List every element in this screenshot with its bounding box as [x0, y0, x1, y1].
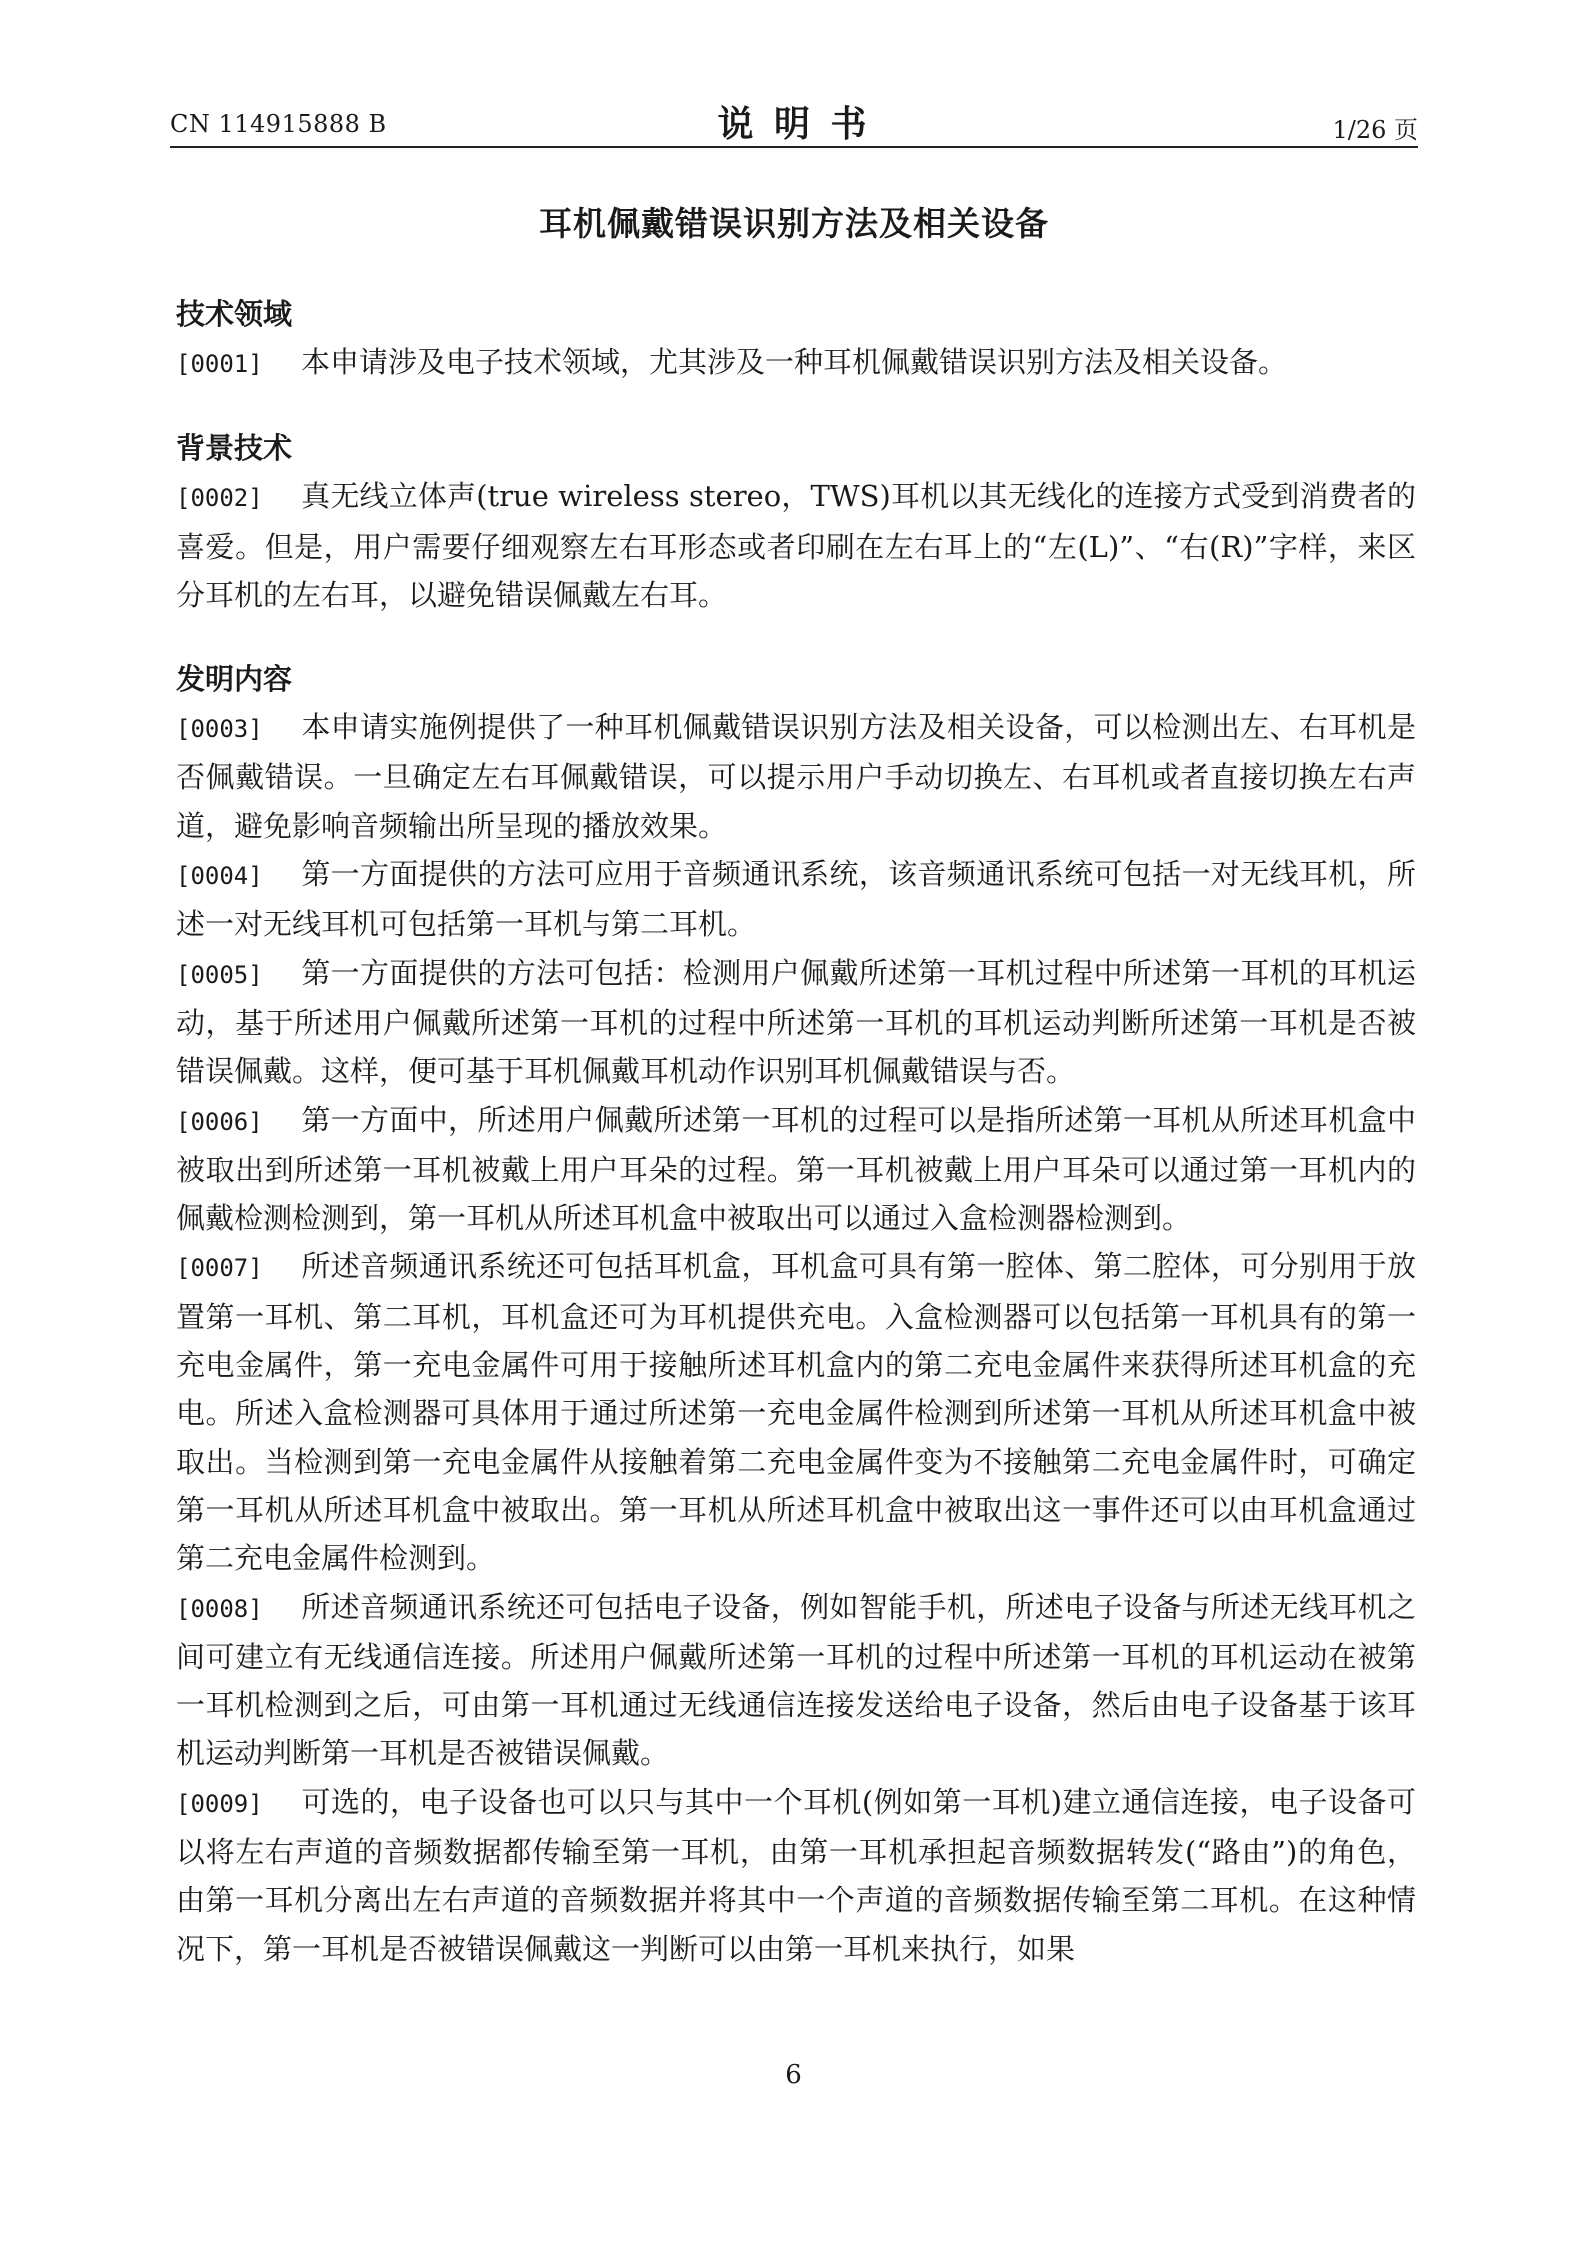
paragraph [176, 1242, 1416, 1582]
paragraph-text: 第一方面中，所述用户佩戴所述第一耳机的过程可以是指所述第一耳机从所述耳机盒中被取出到所述第一耳机被戴上用户耳朵的过程。第一耳机被戴上用户耳朵可以通过第一耳机内的佩戴检测检测到，第一耳机从所述耳机盒中被取出可以通过入盒检测器检测到。 [176, 1102, 1416, 1236]
paragraph [176, 850, 1416, 949]
paragraph [176, 703, 1416, 850]
paragraph-number: [0004] [176, 862, 263, 891]
patent-number: CN 114915888 B [170, 110, 387, 138]
paragraph-text: 第一方面提供的方法可包括：检测用户佩戴所述第一耳机过程中所述第一耳机的耳机运动，基于所述用户佩戴所述第一耳机的过程中所述第一耳机的耳机运动判断所述第一耳机是否被错误佩戴。这样，便可基于耳机佩戴耳机动作识别耳机佩戴错误与否。 [176, 955, 1416, 1089]
document-type: 说 明 书 [717, 104, 871, 145]
document-body [176, 290, 1416, 2009]
paragraph [176, 472, 1416, 619]
section-heading: 技术领域 [176, 297, 293, 331]
paragraph [176, 1583, 1416, 1778]
paragraph-text: 可选的，电子设备也可以只与其中一个耳机(例如第一耳机)建立通信连接，电子设备可以将左右声道的音频数据都传输至第一耳机，由第一耳机承担起音频数据转发(“路由”)的角色，由第一耳机分离出左右声道的音频数据并将其中一个声道的音频数据传输至第二耳机。在这种情况下，第一耳机是否被错误佩戴这一判断可以由第一耳机来执行，如果 [176, 1784, 1416, 1966]
paragraph-number: [0005] [176, 960, 263, 989]
paragraph-number: [0006] [176, 1107, 263, 1136]
paragraph-number: [0002] [176, 484, 263, 513]
paragraph-text: 第一方面提供的方法可应用于音频通讯系统，该音频通讯系统可包括一对无线耳机，所述一对无线耳机可包括第一耳机与第二耳机。 [176, 857, 1416, 942]
paragraph-text: 本申请涉及电子技术领域，尤其涉及一种耳机佩戴错误识别方法及相关设备。 [301, 345, 1288, 379]
section-technical-field [176, 290, 1416, 388]
page-header [170, 96, 1418, 146]
section-heading: 发明内容 [176, 662, 293, 697]
paragraph-text: 所述音频通讯系统还可包括电子设备，例如智能手机，所述电子设备与所述无线耳机之间可建立有无线通信连接。所述用户佩戴所述第一耳机的过程中所述第一耳机的耳机运动在被第一耳机检测到之后，可由第一耳机通过无线通信连接发送给电子设备，然后由电子设备基于该耳机运动判断第一耳机是否被错误佩戴。 [176, 1589, 1416, 1771]
paragraph-text: 所述音频通讯系统还可包括耳机盒，耳机盒可具有第一腔体、第二腔体，可分别用于放置第一耳机、第二耳机，耳机盒还可为耳机提供充电。入盒检测器可以包括第一耳机具有的第一充电金属件，第一充电金属件可用于接触所述耳机盒内的第二充电金属件来获得所述耳机盒的充电。所述入盒检测器可具体用于通过所述第一充电金属件检测到所述第一耳机从所述耳机盒中被取出。当检测到第一充电金属件从接触着第二充电金属件变为不接触第二充电金属件时，可确定第一耳机从所述耳机盒中被取出。第一耳机从所述耳机盒中被取出这一事件还可以由耳机盒通过第二充电金属件检测到。 [176, 1249, 1416, 1576]
section-background [176, 424, 1416, 619]
section-summary [176, 655, 1416, 1973]
paragraph [176, 1096, 1416, 1243]
paragraph [176, 338, 1416, 388]
page-count: 1/26 页 [1332, 116, 1418, 144]
header-divider [170, 146, 1418, 148]
paragraph-number: [0003] [176, 715, 263, 744]
page-number: 6 [785, 2060, 802, 2090]
paragraph-number: [0009] [176, 1789, 263, 1818]
paragraph [176, 1778, 1416, 1973]
paragraph-number: [0007] [176, 1254, 263, 1283]
paragraph [176, 949, 1416, 1096]
paragraph-text: 本申请实施例提供了一种耳机佩戴错误识别方法及相关设备，可以检测出左、右耳机是否佩戴错误。一旦确定左右耳佩戴错误，可以提示用户手动切换左、右耳机或者直接切换左右声道，避免影响音频输出所呈现的播放效果。 [176, 710, 1416, 843]
paragraph-text: 真无线立体声(true wireless stereo，TWS)耳机以其无线化的连接方式受到消费者的喜爱。但是，用户需要仔细观察左右耳形态或者印刷在左右耳上的“左(L)”、“右(R)”字样，来区分耳机的左右耳，以避免错误佩戴左右耳。 [176, 479, 1416, 612]
section-heading: 背景技术 [176, 431, 293, 466]
paragraph-number: [0001] [176, 350, 263, 378]
document-title: 耳机佩戴错误识别方法及相关设备 [539, 204, 1049, 243]
paragraph-number: [0008] [176, 1594, 263, 1623]
